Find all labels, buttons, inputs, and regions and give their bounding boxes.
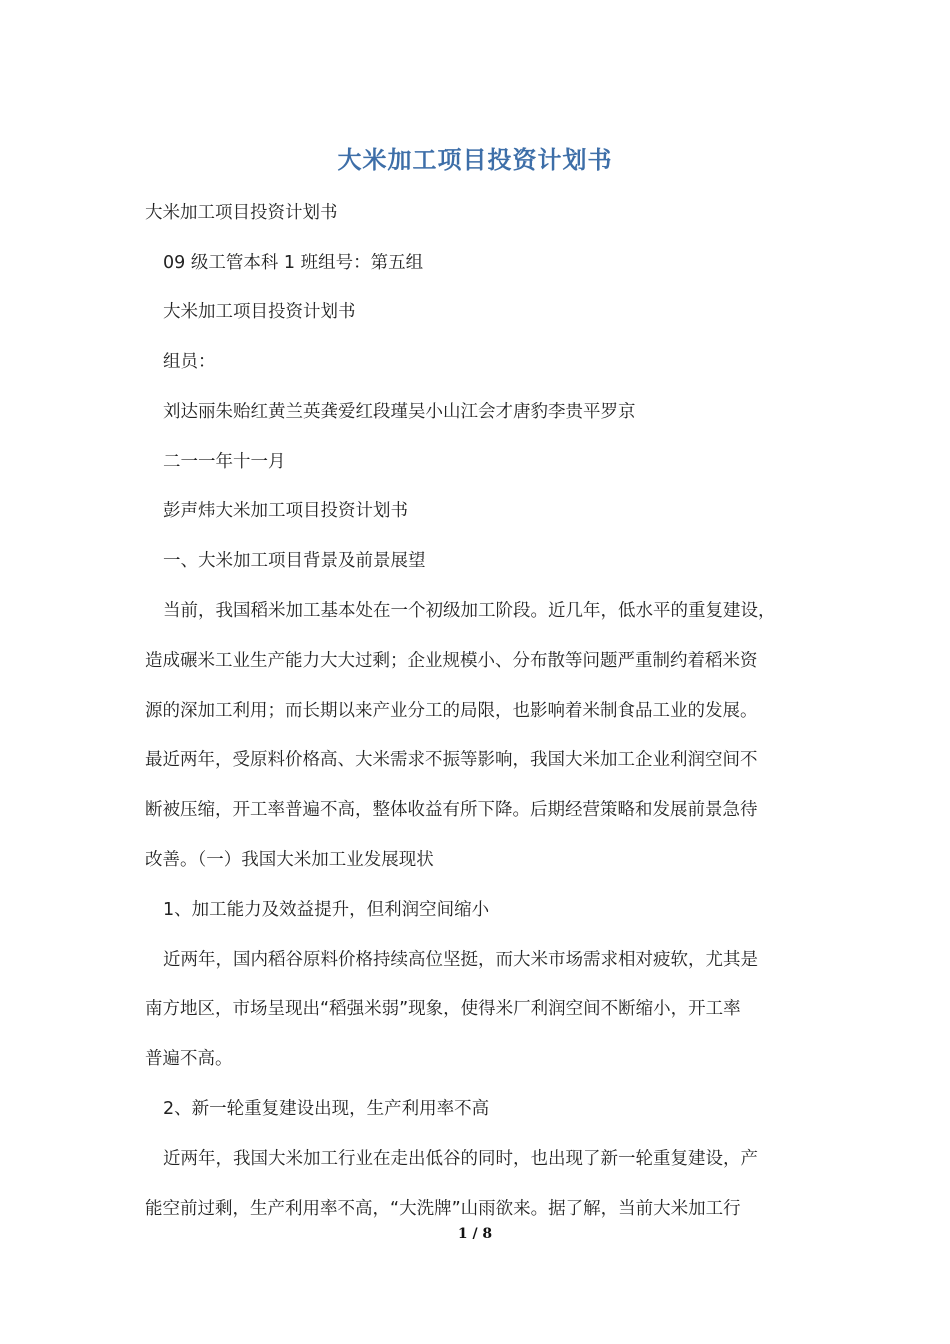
text-line: 断被压缩，开工率普遍不高，整体收益有所下降。后期经营策略和发展前景急待 — [145, 800, 758, 820]
page-indicator: 1 / 8 — [457, 1226, 493, 1242]
text-line: 一、大米加工项目背景及前景展望 — [163, 551, 426, 571]
document-title: 大米加工项目投资计划书 — [337, 145, 613, 174]
text-line: 近两年，国内稻谷原料价格持续高位坚挺，而大米市场需求相对疲软，尤其是 — [163, 950, 758, 970]
text-line: 近两年，我国大米加工行业在走出低谷的同时，也出现了新一轮重复建设，产 — [163, 1149, 758, 1169]
text-line: 大米加工项目投资计划书 — [163, 302, 356, 322]
text-line: 1、加工能力及效益提升，但利润空间缩小 — [163, 900, 490, 920]
text-line: 能空前过剩，生产利用率不高，“大洗牌”山雨欲来。据了解，当前大米加工行 — [145, 1199, 741, 1219]
text-line: 普遍不高。 — [145, 1049, 233, 1069]
text-line: 当前，我国稻米加工基本处在一个初级加工阶段。近几年，低水平的重复建设， — [163, 601, 776, 621]
text-line: 彭声炜大米加工项目投资计划书 — [163, 501, 408, 521]
text-line: 源的深加工利用；而长期以来产业分工的局限，也影响着米制食品工业的发展。 — [145, 701, 758, 721]
text-line: 组员： — [163, 352, 216, 372]
text-line: 改善。（一）我国大米加工业发展现状 — [145, 850, 434, 870]
text-line: 最近两年，受原料价格高、大米需求不振等影响，我国大米加工企业利润空间不 — [145, 750, 758, 770]
text-line: 刘达丽朱贻红黄兰英龚爱红段瑾吴小山江会才唐豹李贵平罗京 — [163, 402, 636, 422]
text-line: 大米加工项目投资计划书 — [145, 203, 338, 223]
text-line: 南方地区，市场呈现出“稻强米弱”现象，使得米厂利润空间不断缩小，开工率 — [145, 999, 741, 1019]
text-line: 造成碾米工业生产能力大大过剩；企业规模小、分布散等问题严重制约着稻米资 — [145, 651, 758, 671]
text-line: 二一一年十一月 — [163, 452, 286, 472]
text-line: 09 级工管本科 1 班组号：第五组 — [163, 253, 424, 273]
text-line: 2、新一轮重复建设出现，生产利用率不高 — [163, 1099, 490, 1119]
